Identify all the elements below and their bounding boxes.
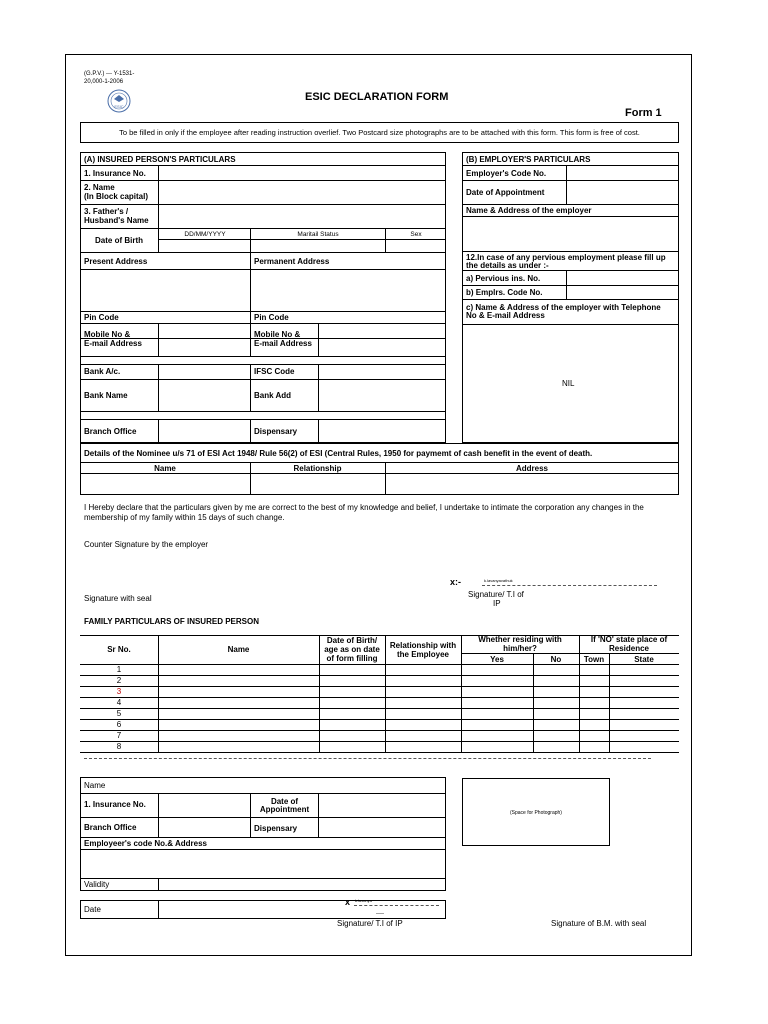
- family-table-cell[interactable]: [320, 687, 384, 696]
- card-employer-code-label: Employeer's code No.& Address: [84, 839, 207, 848]
- appointment-date-field[interactable]: [568, 181, 678, 203]
- bm-signature-label: Signature of B.M. with seal: [551, 919, 647, 928]
- nominee-address-field[interactable]: [387, 474, 678, 494]
- family-dob-header: Date of Birth/: [326, 636, 378, 645]
- family-residing-header-2: him/her?: [503, 644, 537, 653]
- family-table-cell[interactable]: [580, 720, 608, 729]
- card-insurance-no-label: 1. Insurance No.: [84, 800, 146, 809]
- dispensary-field[interactable]: [320, 420, 444, 442]
- family-table-cell[interactable]: [610, 676, 678, 685]
- family-place-header: If 'NO' state place of: [590, 635, 668, 644]
- reference-line-2: 20,000-1-2006: [84, 79, 124, 85]
- rule: [318, 364, 319, 411]
- family-row-number: 2: [116, 676, 122, 685]
- nil-text: NIL: [562, 379, 575, 388]
- ifsc-field[interactable]: [320, 365, 444, 378]
- family-table-cell[interactable]: [534, 709, 578, 718]
- ip-signature-label-sub: IP: [493, 599, 501, 608]
- declaration-line-2: membership of my family within 15 days of such change.: [84, 513, 285, 522]
- nominee-relationship-field[interactable]: [252, 474, 384, 494]
- ifsc-label: IFSC Code: [254, 367, 295, 376]
- family-table-cell[interactable]: [320, 665, 384, 674]
- family-table-cell[interactable]: [580, 665, 608, 674]
- family-row-number: 4: [116, 698, 122, 707]
- previous-code-field[interactable]: [568, 286, 678, 298]
- family-table-cell[interactable]: [159, 687, 318, 696]
- family-table-cell[interactable]: [386, 731, 460, 740]
- family-residing-header: Whether residing with: [478, 635, 562, 644]
- family-table-cell[interactable]: [159, 720, 318, 729]
- card-appointment-label-sub: Appointment: [259, 805, 310, 814]
- card-insurance-no-field[interactable]: [160, 794, 249, 816]
- family-table-cell[interactable]: [610, 709, 678, 718]
- mobile-label-2: Mobile No &: [254, 330, 301, 339]
- family-table-cell[interactable]: [462, 687, 532, 696]
- sex-label: Sex: [410, 231, 422, 238]
- family-table-cell[interactable]: [580, 742, 608, 751]
- family-table-cell[interactable]: [610, 698, 678, 707]
- rule: [462, 299, 679, 300]
- nominee-name-header: Name: [154, 464, 176, 473]
- family-table-cell[interactable]: [159, 676, 318, 685]
- photo-placeholder: (Space for Photograph): [510, 810, 562, 816]
- family-dob-header-2: age as on date: [324, 645, 380, 654]
- rule: [250, 252, 251, 311]
- pin-code-label: Pin Code: [84, 313, 119, 322]
- family-table-cell[interactable]: [320, 676, 384, 685]
- family-table-cell[interactable]: [386, 720, 460, 729]
- family-table-cell[interactable]: [320, 709, 384, 718]
- family-table-cell[interactable]: [610, 687, 678, 696]
- rule: [462, 324, 679, 325]
- family-table-cell[interactable]: [320, 731, 384, 740]
- branch-office-label: Branch Office: [84, 427, 137, 436]
- family-name-header: Name: [227, 645, 250, 654]
- form-number: Form 1: [625, 107, 662, 119]
- card-validity-label: Validity: [84, 880, 110, 889]
- family-row-number: 8: [116, 742, 122, 751]
- card-branch-office-label: Branch Office: [84, 823, 137, 832]
- family-relationship-header: Relationship with: [389, 641, 457, 650]
- signature-mark: x:-: [450, 577, 461, 587]
- dob-label: Date of Birth: [95, 236, 143, 245]
- family-table-cell[interactable]: [534, 742, 578, 751]
- employer-code-label: Employer's Code No.: [466, 169, 547, 178]
- rule: [158, 793, 159, 837]
- rule: [80, 356, 446, 357]
- family-no-header: No: [550, 655, 562, 664]
- family-table-cell[interactable]: [320, 742, 384, 751]
- permanent-address-label: Permanent Address: [254, 257, 330, 266]
- family-yes-header: Yes: [490, 655, 504, 664]
- family-table-cell[interactable]: [462, 698, 532, 707]
- previous-employer-address-label: c) Name & Address of the employer with Telephone: [466, 303, 661, 312]
- rule: [158, 878, 159, 891]
- family-table-cell[interactable]: [462, 742, 532, 751]
- card-signer-tiny: k.lavanya: [355, 898, 372, 903]
- card-employer-code-field[interactable]: [82, 850, 444, 877]
- family-table-cell[interactable]: [386, 742, 460, 751]
- form-title: ESIC DECLARATION FORM: [305, 91, 449, 103]
- insurance-no-field[interactable]: [160, 166, 444, 179]
- signer-name-tiny: k.lavanyavathuk: [484, 578, 513, 583]
- card-dispensary-label: Dispensary: [254, 824, 298, 833]
- declaration-line-1: I Hereby declare that the particulars given by me are correct to the best of my knowledge and belief, I undertake to intimate the corporation any changes in the: [84, 503, 644, 512]
- mobile-label-2-sub: E-mail Address: [254, 339, 312, 348]
- family-table-cell[interactable]: [580, 709, 608, 718]
- family-dob-header-3: of form filling: [326, 654, 378, 663]
- family-table-cell[interactable]: [159, 731, 318, 740]
- bank-name-label: Bank Name: [84, 391, 128, 400]
- branch-office-field[interactable]: [160, 420, 249, 442]
- rule: [80, 837, 446, 838]
- family-table-cell[interactable]: [159, 698, 318, 707]
- family-table-cell[interactable]: [159, 665, 318, 674]
- mobile-field[interactable]: [160, 324, 249, 355]
- rule: [318, 323, 319, 356]
- rule: [250, 364, 251, 411]
- previous-code-label: b) Emplrs. Code No.: [466, 288, 543, 297]
- card-signature-line: [354, 905, 439, 906]
- family-sr-header: Sr No.: [107, 645, 131, 654]
- cut-line: [84, 758, 651, 759]
- card-appointment-field[interactable]: [320, 794, 444, 816]
- name-label-sub: (In Block capital): [84, 192, 149, 201]
- previous-ins-label: a) Pervious ins. No.: [466, 274, 541, 283]
- rule: [318, 419, 319, 443]
- rule: [80, 311, 446, 312]
- family-table-cell[interactable]: [386, 665, 460, 674]
- dob-format: DD/MM/YYYY: [184, 231, 226, 238]
- permanent-address-field[interactable]: [252, 270, 444, 310]
- reference-line-1: (G.P.V.) --- Y-1531-: [84, 71, 135, 77]
- family-place-header-2: Residence: [608, 644, 650, 653]
- family-table-cell[interactable]: [462, 731, 532, 740]
- name-field[interactable]: [160, 181, 444, 203]
- family-table-cell[interactable]: [462, 720, 532, 729]
- insurance-no-label: 1. Insurance No.: [84, 169, 146, 178]
- father-name-field[interactable]: [160, 205, 444, 227]
- family-row-number: 1: [116, 665, 122, 674]
- mobile-label: Mobile No &: [84, 330, 131, 339]
- family-row-number: 6: [116, 720, 122, 729]
- family-table-cell[interactable]: [386, 687, 460, 696]
- family-table-cell[interactable]: [159, 709, 318, 718]
- family-table-cell[interactable]: [610, 720, 678, 729]
- pin-code-label-2: Pin Code: [254, 313, 289, 322]
- family-heading: FAMILY PARTICULARS OF INSURED PERSON: [84, 617, 259, 626]
- rule: [80, 228, 446, 229]
- bank-ac-label: Bank A/c.: [84, 367, 121, 376]
- card-name-label: Name: [84, 781, 106, 790]
- family-table-cell[interactable]: [462, 665, 532, 674]
- family-table-cell[interactable]: [462, 709, 532, 718]
- date-field[interactable]: [160, 901, 444, 918]
- family-table-cell[interactable]: [159, 742, 318, 751]
- previous-ins-field[interactable]: [568, 271, 678, 284]
- nominee-address-header: Address: [515, 464, 548, 473]
- card-appointment-label: Date of: [270, 797, 299, 806]
- family-table-cell[interactable]: [580, 687, 608, 696]
- family-table-cell[interactable]: [320, 698, 384, 707]
- family-table-cell[interactable]: [534, 665, 578, 674]
- family-table-cell[interactable]: [320, 720, 384, 729]
- section-a-heading: (A) INSURED PERSON'S PARTICULARS: [84, 155, 236, 164]
- family-table-cell[interactable]: [610, 742, 678, 751]
- family-row-number: 3: [116, 687, 122, 696]
- rule: [158, 165, 159, 228]
- family-table-cell[interactable]: [386, 676, 460, 685]
- previous-employment-label: 12.In case of any pervious employment please fill up: [466, 253, 666, 262]
- nominee-name-field[interactable]: [82, 474, 248, 494]
- father-label-sub: Husband's Name: [84, 216, 149, 225]
- rule: [80, 252, 446, 253]
- card-branch-office-field[interactable]: [160, 818, 249, 836]
- bank-add-field[interactable]: [320, 380, 444, 410]
- employer-name-address-label: Name & Address of the employer: [466, 206, 592, 215]
- family-table-cell[interactable]: [534, 698, 578, 707]
- rule: [318, 793, 319, 837]
- previous-employer-address-label-sub: No & E-mail Address: [466, 311, 545, 320]
- family-table-cell[interactable]: [386, 709, 460, 718]
- bank-ac-field[interactable]: [160, 365, 249, 410]
- family-table-cell[interactable]: [534, 676, 578, 685]
- rule: [80, 752, 679, 753]
- appointment-date-label: Date of Appointment: [466, 188, 545, 197]
- ip-signature-label: Signature/ T.I of: [468, 590, 524, 599]
- family-relationship-header-2: the Employee: [396, 650, 449, 659]
- mobile-field-2[interactable]: [320, 324, 444, 355]
- signature-seal-label: Signature with seal: [84, 594, 152, 603]
- bank-add-label: Bank Add: [254, 391, 292, 400]
- family-table-cell[interactable]: [610, 665, 678, 674]
- rule: [461, 653, 679, 654]
- rule: [159, 239, 446, 240]
- previous-employment-label-sub: the details as under :-: [466, 261, 549, 270]
- family-state-header: State: [634, 655, 654, 664]
- family-town-header: Town: [583, 655, 605, 664]
- section-b-heading: (B) EMPLOYER'S PARTICULARS: [466, 155, 591, 164]
- family-table-cell[interactable]: [534, 687, 578, 696]
- present-address-label: Present Address: [84, 257, 148, 266]
- card-signature-mark: x: [345, 897, 351, 907]
- logo-text: ESIC: [114, 104, 124, 109]
- employer-address-field[interactable]: [464, 217, 678, 250]
- rule: [462, 204, 679, 205]
- card-ip-signature-label: Signature/ T.I of IP: [337, 919, 403, 928]
- rule: [462, 251, 679, 252]
- family-row-number: 5: [116, 709, 122, 718]
- rule: [250, 311, 251, 356]
- esic-logo: [106, 89, 132, 113]
- rule: [250, 419, 251, 443]
- family-table-cell[interactable]: [580, 731, 608, 740]
- family-row-number: 7: [116, 731, 122, 740]
- nominee-relationship-header: Relationship: [293, 464, 342, 473]
- rule: [80, 462, 679, 463]
- mobile-label-sub: E-mail Address: [84, 339, 142, 348]
- rule: [158, 228, 159, 252]
- counter-signature-label: Counter Signature by the employer: [84, 540, 209, 549]
- family-table-cell[interactable]: [580, 676, 608, 685]
- date-label: Date: [84, 905, 101, 914]
- rule: [158, 364, 159, 411]
- present-address-field[interactable]: [82, 270, 248, 310]
- marital-status-label: Maritail Status: [297, 231, 339, 238]
- instruction-text: To be filled in only if the employee after reading instruction overlief. Two Postcard size photographs are to be attached with this form. This form is free of cost.: [119, 128, 640, 137]
- rule: [80, 411, 446, 412]
- card-dispensary-field[interactable]: [320, 818, 444, 836]
- rule: [566, 270, 567, 299]
- card-validity-field[interactable]: [160, 879, 444, 890]
- family-table-cell[interactable]: [386, 698, 460, 707]
- rule: [566, 165, 567, 204]
- dispensary-label: Dispensary: [254, 427, 298, 436]
- rule: [158, 419, 159, 443]
- father-label: 3. Father's /: [84, 207, 129, 216]
- signature-line: [482, 585, 657, 586]
- family-table-cell[interactable]: [534, 731, 578, 740]
- family-table-cell[interactable]: [534, 720, 578, 729]
- family-table-cell[interactable]: [580, 698, 608, 707]
- family-table: [80, 635, 679, 753]
- employer-code-field[interactable]: [568, 166, 678, 179]
- rule: [158, 900, 159, 919]
- family-table-cell[interactable]: [462, 676, 532, 685]
- nominee-heading: Details of the Nominee u/s 71 of ESI Act 1948/ Rule 56(2) of ESI (Central Rules, 1950 for paymemt of cash benefit in the event of death.: [84, 449, 593, 458]
- family-table-cell[interactable]: [610, 731, 678, 740]
- card-signature-dash: ----: [376, 911, 384, 917]
- rule: [158, 323, 159, 356]
- name-label: 2. Name: [84, 183, 115, 192]
